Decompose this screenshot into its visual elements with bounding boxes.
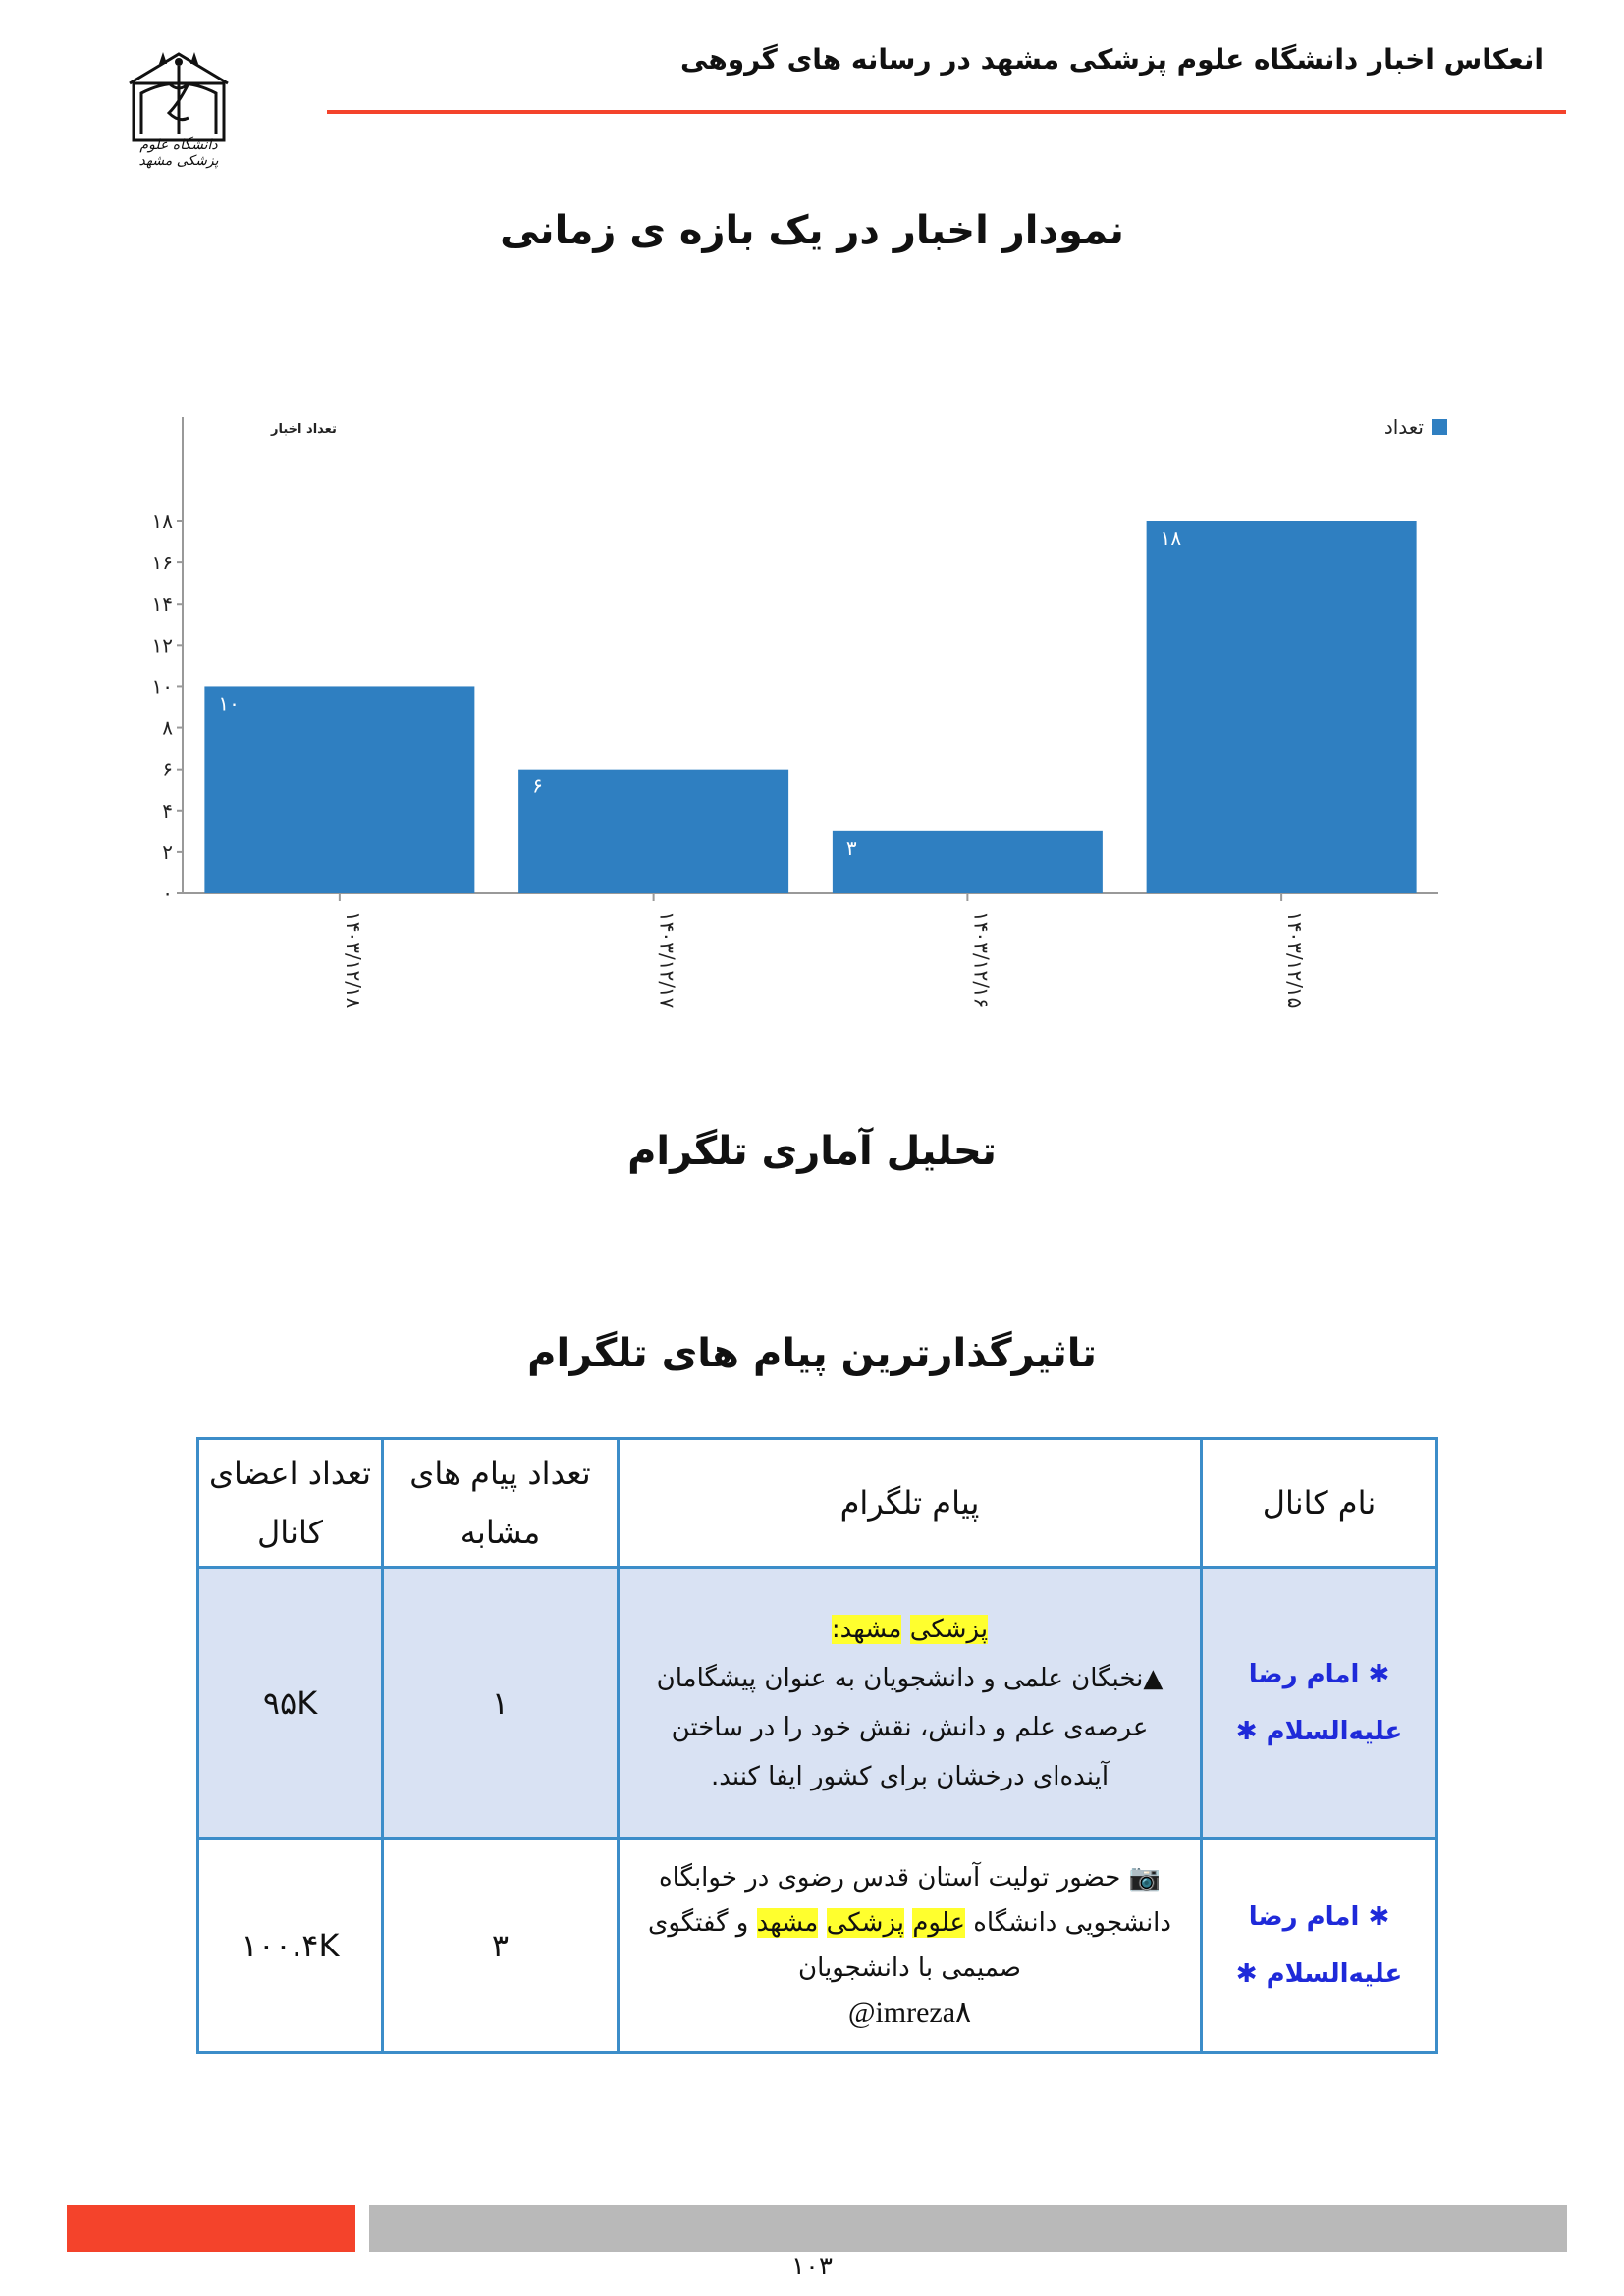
y-tick-label: ۱۶ bbox=[151, 551, 173, 575]
similar-count-cell: ۱ bbox=[383, 1568, 619, 1839]
chart-bar bbox=[204, 686, 474, 893]
chart-bar bbox=[1147, 521, 1417, 893]
channel-name-cell[interactable] bbox=[1202, 1568, 1437, 1839]
telegram-analysis-title: تحلیل آماری تلگرام bbox=[627, 1129, 997, 1174]
x-tick-label: ۱۴۰۳/۱۲/۱۷ bbox=[655, 911, 679, 1009]
telegram-messages-table bbox=[196, 1437, 1438, 2054]
y-tick-label: ۸ bbox=[162, 716, 173, 740]
similar-count-cell: ۳ bbox=[383, 1839, 619, 2053]
member-count-cell: ۹۵K bbox=[198, 1568, 383, 1839]
highlighted-keyword: مشهد bbox=[756, 1907, 819, 1938]
bar-value-label: ۶ bbox=[532, 774, 543, 798]
page-number: ۱۰۳ bbox=[791, 2252, 833, 2281]
chart-bar bbox=[833, 831, 1103, 893]
chart-title: نمودار اخبار در یک بازه ی زمانی bbox=[500, 208, 1124, 253]
footer-accent-bar bbox=[67, 2205, 355, 2252]
channel-name-line: علیه‌السلام ✱ bbox=[1235, 1716, 1403, 1746]
channel-name-line: ✱ امام رضا bbox=[1248, 1659, 1390, 1689]
logo-caption: دانشگاه علوم پزشکی مشهد bbox=[138, 137, 219, 169]
news-bar-chart bbox=[151, 398, 1453, 1045]
header-rule bbox=[327, 110, 1566, 114]
y-tick-label: ۱۲ bbox=[151, 633, 173, 658]
y-tick-label: ۲ bbox=[162, 839, 173, 864]
channel-handle[interactable]: @imreza۸ bbox=[847, 1996, 972, 2029]
y-axis-label: تعداد اخبار bbox=[271, 422, 337, 437]
table-row bbox=[198, 1839, 1437, 2053]
header-member-count: تعداد اعضای کانال bbox=[198, 1439, 383, 1568]
table-row bbox=[198, 1568, 1437, 1839]
channel-name-cell[interactable] bbox=[1202, 1839, 1437, 2053]
y-tick-label: ۴ bbox=[162, 798, 173, 823]
top-messages-title: تاثیرگذارترین پیام های تلگرام bbox=[527, 1331, 1097, 1376]
table-header-row bbox=[198, 1439, 1437, 1568]
bar-value-label: ۱۸ bbox=[1160, 526, 1182, 550]
highlighted-keyword: پزشکی bbox=[826, 1907, 905, 1938]
message-text: و گفتگوی صمیمی با دانشجویان bbox=[648, 1907, 1022, 1983]
message-text: ▲نخبگان علمی و دانشجویان به عنوان پیشگامان عرصه‌ی علم و دانش، نقش خود را در ساختن آینده‌ای درخشان برای کشور ایفا کنند. bbox=[656, 1663, 1164, 1791]
x-tick-label: ۱۴۰۳/۱۲/۱۵ bbox=[1283, 911, 1308, 1009]
legend-swatch bbox=[1432, 419, 1447, 435]
message-colon: : bbox=[831, 1614, 840, 1644]
message-text: 📷 حضور تولیت آستان قدس رضوی در خوابگاه دانشجویی دانشگاه bbox=[659, 1862, 1171, 1938]
x-tick-label: ۱۴۰۳/۱۲/۱۶ bbox=[969, 911, 994, 1009]
y-tick-label: ۱۰ bbox=[151, 674, 173, 699]
bar-value-label: ۳ bbox=[845, 835, 857, 860]
header-title: انعکاس اخبار دانشگاه علوم پزشکی مشهد در رسانه های گروهی bbox=[679, 43, 1543, 76]
member-count-cell: ۱۰۰.۴K bbox=[198, 1839, 383, 2053]
header-message: پیام تلگرام bbox=[619, 1439, 1202, 1568]
channel-name-line: ✱ امام رضا bbox=[1248, 1901, 1390, 1932]
highlighted-keyword: پزشکی bbox=[909, 1614, 989, 1644]
highlighted-keyword: علوم bbox=[912, 1907, 965, 1938]
y-tick-label: ۶ bbox=[162, 757, 173, 781]
header-similar-count: تعداد پیام های مشابه bbox=[383, 1439, 619, 1568]
highlighted-keyword: مشهد bbox=[839, 1614, 902, 1644]
message-cell bbox=[619, 1568, 1202, 1839]
bar-value-label: ۱۰ bbox=[218, 691, 240, 716]
y-tick-label: ۱۸ bbox=[151, 509, 173, 533]
footer-gray-bar bbox=[369, 2205, 1567, 2252]
header-channel: نام کانال bbox=[1202, 1439, 1437, 1568]
x-tick-label: ۱۴۰۳/۱۲/۱۸ bbox=[341, 911, 365, 1009]
y-tick-label: ۱۴ bbox=[151, 592, 173, 616]
legend-label: تعداد bbox=[1383, 415, 1424, 439]
chart-bar bbox=[518, 770, 788, 893]
channel-name-line: علیه‌السلام ✱ bbox=[1235, 1958, 1403, 1989]
y-tick-label: ۰ bbox=[162, 881, 173, 905]
message-cell bbox=[619, 1839, 1202, 2053]
